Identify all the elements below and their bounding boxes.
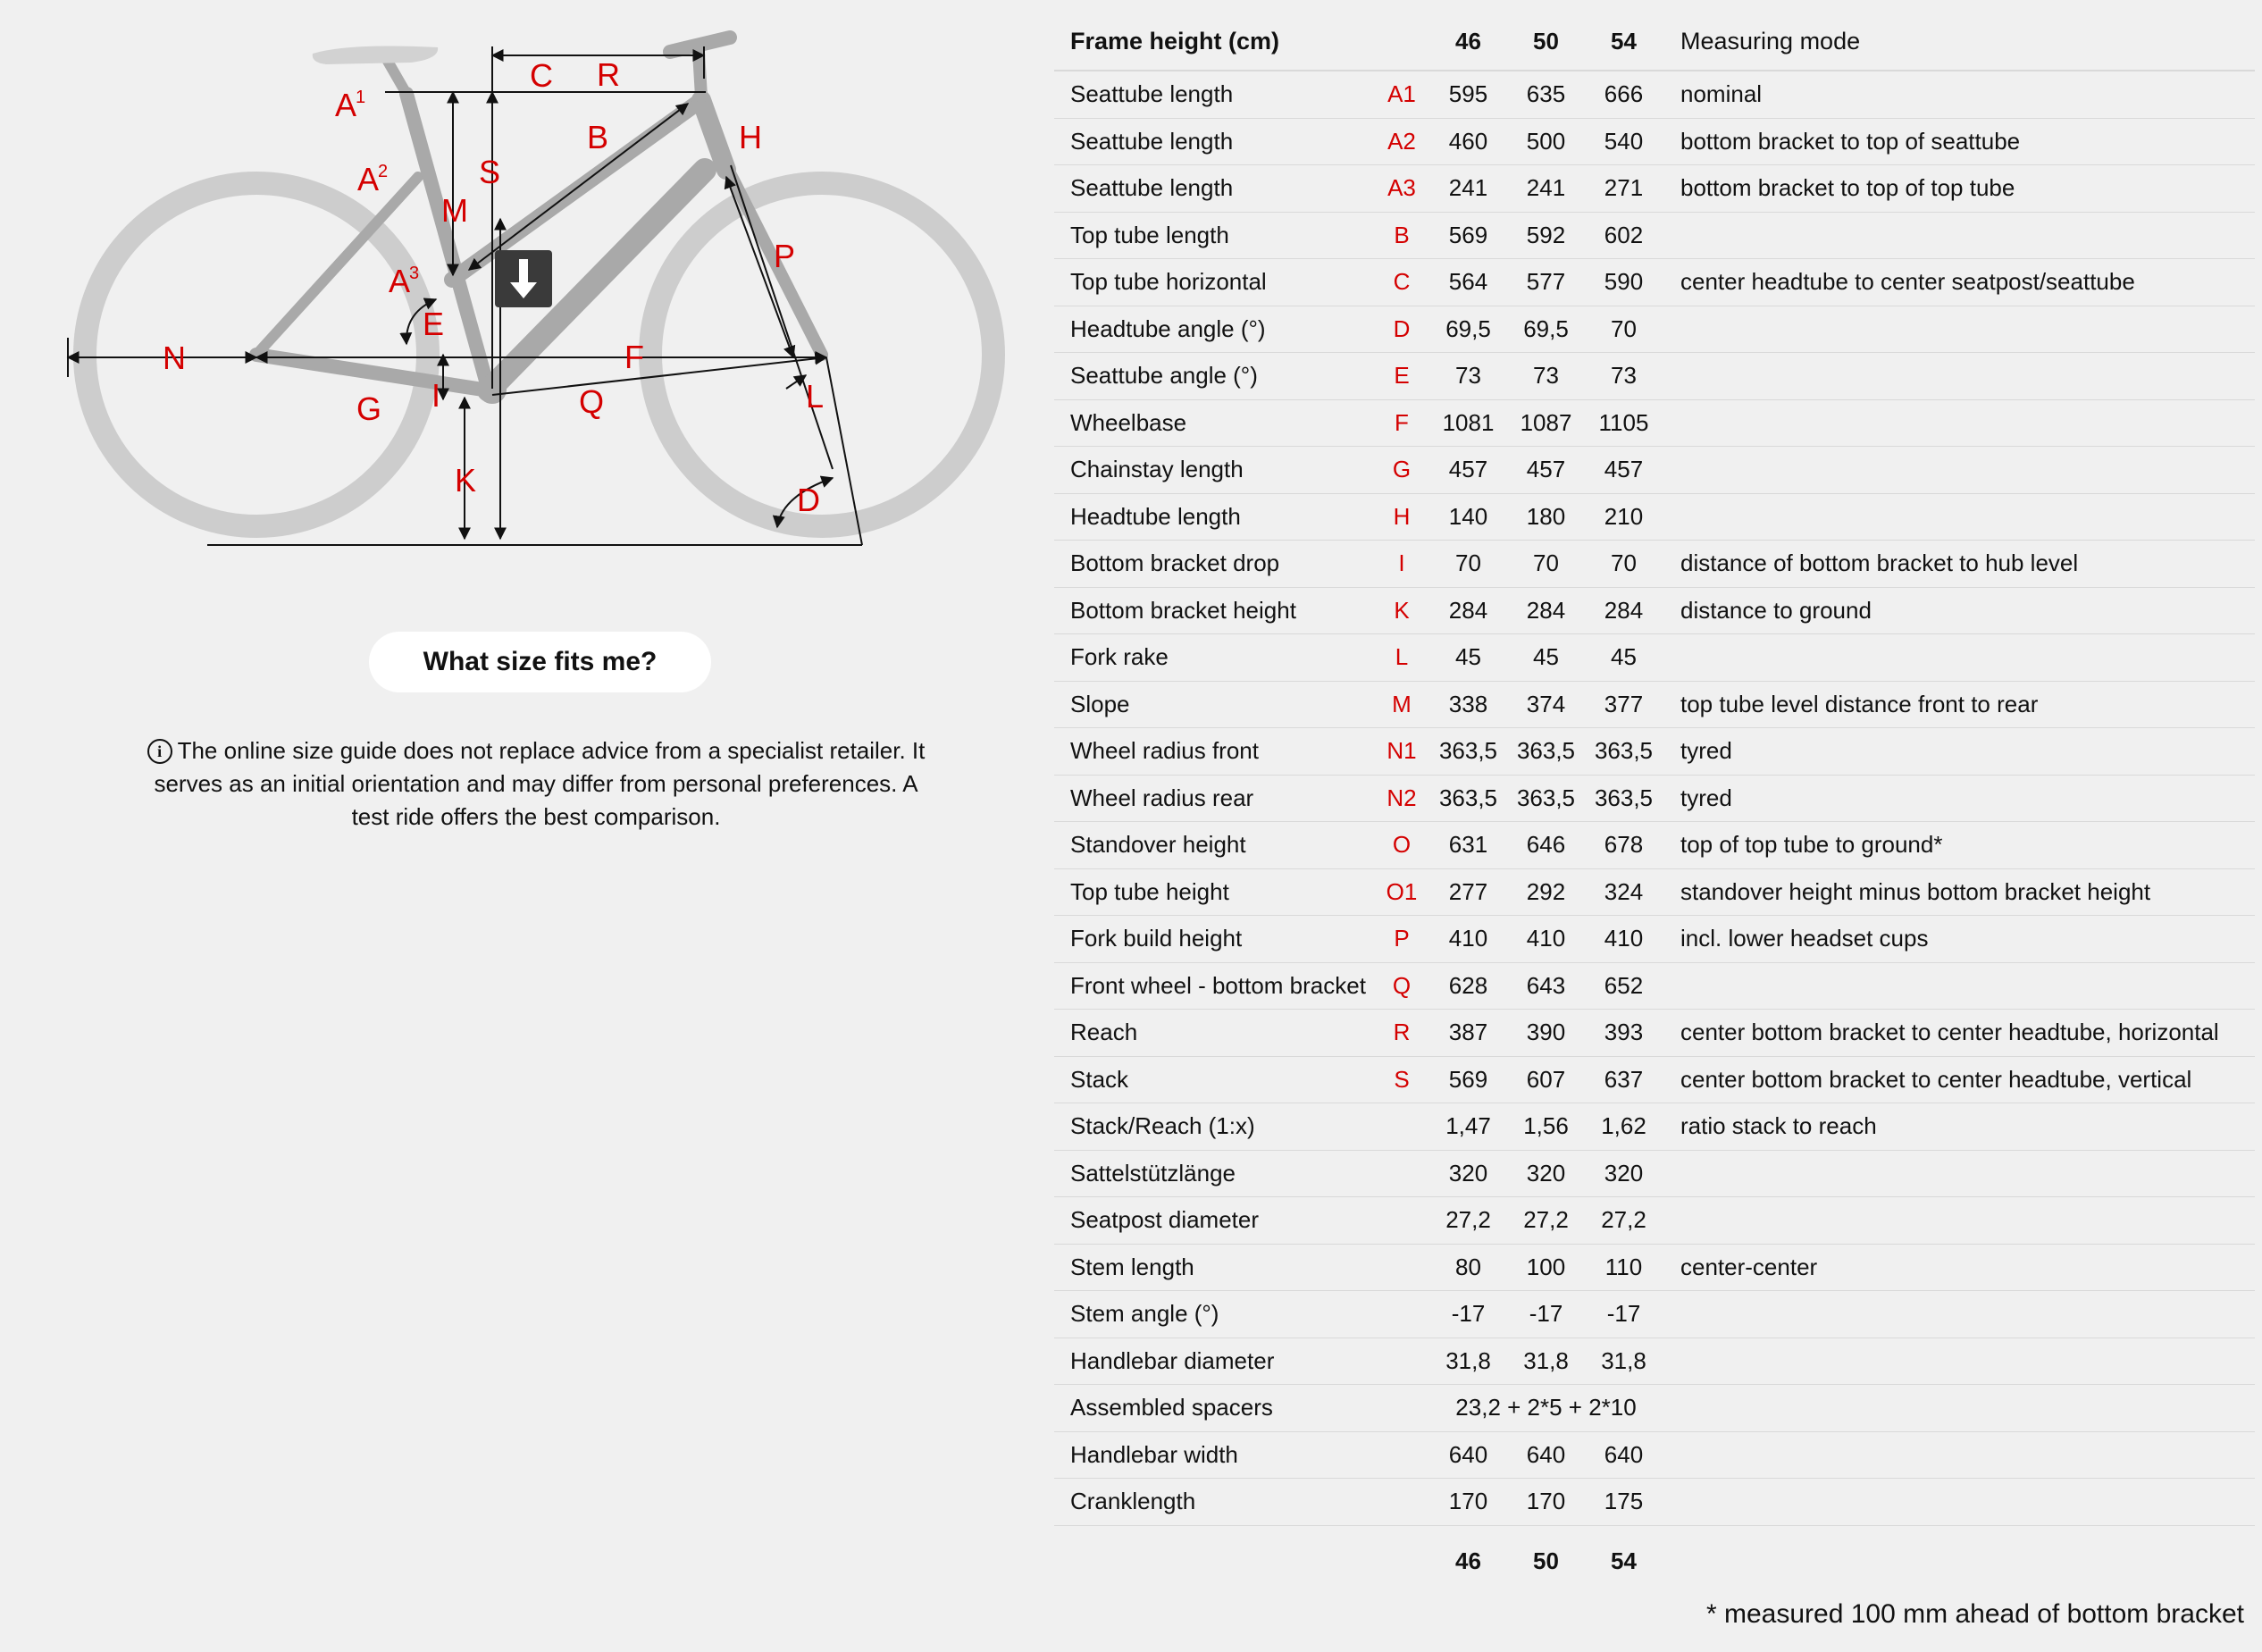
header-frame-height: Frame height (cm) xyxy=(1054,13,1374,71)
row-name: Slope xyxy=(1054,681,1374,728)
row-code: F xyxy=(1374,399,1429,447)
row-value-50: 284 xyxy=(1507,587,1585,634)
row-value-50: 607 xyxy=(1507,1056,1585,1103)
label-e: E xyxy=(423,306,445,342)
row-code: I xyxy=(1374,541,1429,588)
row-value-50: 320 xyxy=(1507,1150,1585,1197)
row-name: Chainstay length xyxy=(1054,447,1374,494)
row-name: Stack xyxy=(1054,1056,1374,1103)
row-value-46: 1081 xyxy=(1429,399,1507,447)
row-value-46: 170 xyxy=(1429,1479,1507,1526)
bike-geometry-diagram xyxy=(54,18,1045,572)
table-row xyxy=(1054,962,2255,1010)
row-value-46: 320 xyxy=(1429,1150,1507,1197)
row-value-50: 1,56 xyxy=(1507,1103,1585,1151)
label-k: K xyxy=(455,462,477,499)
row-code xyxy=(1374,1291,1429,1338)
row-measuring-mode xyxy=(1663,1197,2255,1245)
row-value-50: 100 xyxy=(1507,1244,1585,1291)
row-name: Bottom bracket height xyxy=(1054,587,1374,634)
row-measuring-mode xyxy=(1663,493,2255,541)
row-value-54: 637 xyxy=(1585,1056,1663,1103)
table-row xyxy=(1054,681,2255,728)
table-row xyxy=(1054,306,2255,353)
row-value-50: 27,2 xyxy=(1507,1197,1585,1245)
row-value-54: 73 xyxy=(1585,353,1663,400)
row-value-46: 73 xyxy=(1429,353,1507,400)
row-code xyxy=(1374,1103,1429,1151)
row-value-50: 31,8 xyxy=(1507,1338,1585,1385)
row-value-54: 324 xyxy=(1585,868,1663,916)
row-name: Wheel radius front xyxy=(1054,728,1374,776)
header-size-54: 54 xyxy=(1585,13,1663,71)
row-name: Cranklength xyxy=(1054,1479,1374,1526)
row-name: Seattube angle (°) xyxy=(1054,353,1374,400)
row-value-54: 284 xyxy=(1585,587,1663,634)
row-value-46: 363,5 xyxy=(1429,728,1507,776)
label-a3: A xyxy=(389,263,411,299)
row-name: Seatpost diameter xyxy=(1054,1197,1374,1245)
row-value-50: 70 xyxy=(1507,541,1585,588)
row-name: Seattube length xyxy=(1054,71,1374,118)
row-value-54: 70 xyxy=(1585,541,1663,588)
row-value-46: 140 xyxy=(1429,493,1507,541)
row-name: Bottom bracket drop xyxy=(1054,541,1374,588)
table-row xyxy=(1054,447,2255,494)
row-name: Handlebar width xyxy=(1054,1431,1374,1479)
row-measuring-mode: bottom bracket to top of seattube xyxy=(1663,118,2255,165)
row-value-54: 363,5 xyxy=(1585,728,1663,776)
row-code: N1 xyxy=(1374,728,1429,776)
row-measuring-mode: incl. lower headset cups xyxy=(1663,916,2255,963)
row-value-50: 635 xyxy=(1507,71,1585,118)
row-value-50: 363,5 xyxy=(1507,775,1585,822)
table-row xyxy=(1054,165,2255,213)
row-name: Seattube length xyxy=(1054,165,1374,213)
row-value-50: 241 xyxy=(1507,165,1585,213)
row-measuring-mode: distance to ground xyxy=(1663,587,2255,634)
row-name: Stem length xyxy=(1054,1244,1374,1291)
row-value-50: 643 xyxy=(1507,962,1585,1010)
row-name: Fork rake xyxy=(1054,634,1374,682)
row-code xyxy=(1374,1338,1429,1385)
row-name: Headtube length xyxy=(1054,493,1374,541)
row-value-46: 628 xyxy=(1429,962,1507,1010)
row-value-46: 564 xyxy=(1429,259,1507,306)
row-value-50: 45 xyxy=(1507,634,1585,682)
label-a3-superscript: 3 xyxy=(409,264,420,283)
label-p: P xyxy=(774,238,796,274)
row-code: O1 xyxy=(1374,868,1429,916)
row-measuring-mode: ratio stack to reach xyxy=(1663,1103,2255,1151)
row-value-46: 45 xyxy=(1429,634,1507,682)
table-row xyxy=(1054,353,2255,400)
table-row xyxy=(1054,728,2255,776)
label-a1: A xyxy=(335,87,357,123)
row-value-span: 23,2 + 2*5 + 2*10 xyxy=(1429,1385,1663,1432)
row-code: H xyxy=(1374,493,1429,541)
row-code: G xyxy=(1374,447,1429,494)
row-value-54: 590 xyxy=(1585,259,1663,306)
row-name: Standover height xyxy=(1054,822,1374,869)
row-value-54: 320 xyxy=(1585,1150,1663,1197)
label-b: B xyxy=(587,119,609,155)
row-name: Stack/Reach (1:x) xyxy=(1054,1103,1374,1151)
row-value-50: 457 xyxy=(1507,447,1585,494)
row-value-50: 390 xyxy=(1507,1010,1585,1057)
row-value-46: 69,5 xyxy=(1429,306,1507,353)
row-code xyxy=(1374,1197,1429,1245)
row-value-50: 1087 xyxy=(1507,399,1585,447)
row-measuring-mode: nominal xyxy=(1663,71,2255,118)
row-value-50: 640 xyxy=(1507,1431,1585,1479)
row-value-54: 363,5 xyxy=(1585,775,1663,822)
row-code xyxy=(1374,1385,1429,1432)
table-row xyxy=(1054,212,2255,259)
row-measuring-mode: top of top tube to ground* xyxy=(1663,822,2255,869)
row-value-54: 640 xyxy=(1585,1431,1663,1479)
row-value-50: 363,5 xyxy=(1507,728,1585,776)
row-measuring-mode xyxy=(1663,1431,2255,1479)
row-value-50: 592 xyxy=(1507,212,1585,259)
row-measuring-mode: center bottom bracket to center headtube, vertical xyxy=(1663,1056,2255,1103)
row-value-50: 374 xyxy=(1507,681,1585,728)
row-code xyxy=(1374,1244,1429,1291)
table-row xyxy=(1054,1338,2255,1385)
row-value-46: 569 xyxy=(1429,1056,1507,1103)
label-h: H xyxy=(739,119,762,155)
row-name: Reach xyxy=(1054,1010,1374,1057)
table-row xyxy=(1054,399,2255,447)
row-value-54: 110 xyxy=(1585,1244,1663,1291)
label-d: D xyxy=(797,482,820,518)
row-value-46: 70 xyxy=(1429,541,1507,588)
row-code: L xyxy=(1374,634,1429,682)
label-c: C xyxy=(530,57,553,94)
table-row xyxy=(1054,1103,2255,1151)
row-code xyxy=(1374,1479,1429,1526)
label-a1-superscript: 1 xyxy=(356,88,366,107)
row-measuring-mode: distance of bottom bracket to hub level xyxy=(1663,541,2255,588)
row-value-46: 241 xyxy=(1429,165,1507,213)
row-value-46: 277 xyxy=(1429,868,1507,916)
row-code: A2 xyxy=(1374,118,1429,165)
row-value-46: 284 xyxy=(1429,587,1507,634)
row-value-54: 70 xyxy=(1585,306,1663,353)
table-row xyxy=(1054,868,2255,916)
row-code: S xyxy=(1374,1056,1429,1103)
row-value-50: 180 xyxy=(1507,493,1585,541)
row-name: Front wheel - bottom bracket xyxy=(1054,962,1374,1010)
table-footer-row xyxy=(1054,1525,2255,1597)
row-measuring-mode: top tube level distance front to rear xyxy=(1663,681,2255,728)
table-row xyxy=(1054,1150,2255,1197)
row-code: K xyxy=(1374,587,1429,634)
row-measuring-mode: standover height minus bottom bracket height xyxy=(1663,868,2255,916)
label-l: L xyxy=(806,378,825,415)
row-code: O xyxy=(1374,822,1429,869)
row-code: P xyxy=(1374,916,1429,963)
label-s: S xyxy=(479,154,501,190)
row-measuring-mode xyxy=(1663,1338,2255,1385)
row-name: Seattube length xyxy=(1054,118,1374,165)
row-measuring-mode xyxy=(1663,1150,2255,1197)
row-value-46: 27,2 xyxy=(1429,1197,1507,1245)
row-value-46: 363,5 xyxy=(1429,775,1507,822)
table-row xyxy=(1054,1010,2255,1057)
row-value-54: 652 xyxy=(1585,962,1663,1010)
label-m: M xyxy=(441,192,468,229)
table-row xyxy=(1054,1385,2255,1432)
row-value-54: 31,8 xyxy=(1585,1338,1663,1385)
table-row xyxy=(1054,1056,2255,1103)
row-measuring-mode xyxy=(1663,634,2255,682)
row-value-54: 666 xyxy=(1585,71,1663,118)
label-a2: A xyxy=(357,161,380,197)
row-measuring-mode xyxy=(1663,1479,2255,1526)
row-measuring-mode xyxy=(1663,353,2255,400)
table-row xyxy=(1054,822,2255,869)
label-g: G xyxy=(356,390,382,427)
row-code: M xyxy=(1374,681,1429,728)
row-value-46: 31,8 xyxy=(1429,1338,1507,1385)
row-value-54: 1,62 xyxy=(1585,1103,1663,1151)
row-measuring-mode: center headtube to center seatpost/seattube xyxy=(1663,259,2255,306)
table-row xyxy=(1054,775,2255,822)
label-f: F xyxy=(624,339,644,375)
header-size-50: 50 xyxy=(1507,13,1585,71)
header-size-46: 46 xyxy=(1429,13,1507,71)
row-value-54: 377 xyxy=(1585,681,1663,728)
row-value-50: 577 xyxy=(1507,259,1585,306)
row-code: D xyxy=(1374,306,1429,353)
row-name: Wheelbase xyxy=(1054,399,1374,447)
table-row xyxy=(1054,1197,2255,1245)
table-row xyxy=(1054,916,2255,963)
row-value-46: 595 xyxy=(1429,71,1507,118)
row-value-50: 500 xyxy=(1507,118,1585,165)
row-value-54: 210 xyxy=(1585,493,1663,541)
row-code xyxy=(1374,1431,1429,1479)
row-name: Assembled spacers xyxy=(1054,1385,1374,1432)
row-name: Stem angle (°) xyxy=(1054,1291,1374,1338)
row-value-54: 540 xyxy=(1585,118,1663,165)
row-value-46: 80 xyxy=(1429,1244,1507,1291)
label-q: Q xyxy=(579,383,605,420)
header-measuring-mode: Measuring mode xyxy=(1663,13,2255,71)
row-value-50: 170 xyxy=(1507,1479,1585,1526)
row-code: Q xyxy=(1374,962,1429,1010)
row-value-46: 457 xyxy=(1429,447,1507,494)
row-value-46: 640 xyxy=(1429,1431,1507,1479)
row-code: B xyxy=(1374,212,1429,259)
table-row xyxy=(1054,71,2255,118)
table-row xyxy=(1054,259,2255,306)
row-name: Handlebar diameter xyxy=(1054,1338,1374,1385)
row-value-46: 410 xyxy=(1429,916,1507,963)
row-name: Sattelstützlänge xyxy=(1054,1150,1374,1197)
geometry-table xyxy=(1054,13,2255,1597)
table-row xyxy=(1054,634,2255,682)
label-n: N xyxy=(163,340,186,376)
row-value-46: 569 xyxy=(1429,212,1507,259)
row-value-54: 271 xyxy=(1585,165,1663,213)
row-value-54: 678 xyxy=(1585,822,1663,869)
row-value-50: 73 xyxy=(1507,353,1585,400)
info-icon: i xyxy=(147,739,172,764)
footer-size-46: 46 xyxy=(1455,1547,1481,1574)
table-row xyxy=(1054,587,2255,634)
row-code: N2 xyxy=(1374,775,1429,822)
row-value-54: 27,2 xyxy=(1585,1197,1663,1245)
row-value-50: 69,5 xyxy=(1507,306,1585,353)
row-value-54: 1105 xyxy=(1585,399,1663,447)
row-value-50: 292 xyxy=(1507,868,1585,916)
row-value-50: -17 xyxy=(1507,1291,1585,1338)
row-measuring-mode xyxy=(1663,962,2255,1010)
row-name: Headtube angle (°) xyxy=(1054,306,1374,353)
row-measuring-mode xyxy=(1663,212,2255,259)
label-r: R xyxy=(597,56,620,93)
row-value-50: 646 xyxy=(1507,822,1585,869)
row-measuring-mode: center-center xyxy=(1663,1244,2255,1291)
row-value-46: 387 xyxy=(1429,1010,1507,1057)
row-value-46: 338 xyxy=(1429,681,1507,728)
row-name: Top tube length xyxy=(1054,212,1374,259)
footer-size-54: 54 xyxy=(1611,1547,1637,1574)
what-size-fits-me-button[interactable]: What size fits me? xyxy=(369,632,711,692)
row-value-54: 602 xyxy=(1585,212,1663,259)
row-value-54: 175 xyxy=(1585,1479,1663,1526)
label-i: I xyxy=(431,377,441,414)
row-measuring-mode: tyred xyxy=(1663,728,2255,776)
row-value-54: 393 xyxy=(1585,1010,1663,1057)
row-measuring-mode: tyred xyxy=(1663,775,2255,822)
row-measuring-mode xyxy=(1663,399,2255,447)
table-row xyxy=(1054,1291,2255,1338)
table-row xyxy=(1054,541,2255,588)
disclaimer xyxy=(134,734,938,834)
table-row xyxy=(1054,118,2255,165)
row-value-46: 631 xyxy=(1429,822,1507,869)
row-name: Top tube horizontal xyxy=(1054,259,1374,306)
row-measuring-mode: bottom bracket to top of top tube xyxy=(1663,165,2255,213)
row-measuring-mode xyxy=(1663,1385,2255,1432)
row-code xyxy=(1374,1150,1429,1197)
row-name: Top tube height xyxy=(1054,868,1374,916)
row-measuring-mode xyxy=(1663,306,2255,353)
row-value-46: 460 xyxy=(1429,118,1507,165)
row-code: A1 xyxy=(1374,71,1429,118)
table-row xyxy=(1054,1244,2255,1291)
row-measuring-mode xyxy=(1663,447,2255,494)
disclaimer-text: The online size guide does not replace advice from a specialist retailer. It serves as an initial orientation and may differ from personal preferences. A test ride offers the best comparison. xyxy=(154,737,926,830)
footer-size-50: 50 xyxy=(1533,1547,1559,1574)
saddle xyxy=(313,46,438,64)
row-value-46: 1,47 xyxy=(1429,1103,1507,1151)
footnote: * measured 100 mm ahead of bottom bracket xyxy=(1706,1599,2244,1629)
row-value-50: 410 xyxy=(1507,916,1585,963)
row-code: C xyxy=(1374,259,1429,306)
row-measuring-mode: center bottom bracket to center headtube, horizontal xyxy=(1663,1010,2255,1057)
row-measuring-mode xyxy=(1663,1291,2255,1338)
row-value-54: 45 xyxy=(1585,634,1663,682)
label-a2-superscript: 2 xyxy=(378,162,389,181)
table-row xyxy=(1054,493,2255,541)
table-row xyxy=(1054,1431,2255,1479)
table-row xyxy=(1054,1479,2255,1526)
row-value-54: 457 xyxy=(1585,447,1663,494)
row-value-54: -17 xyxy=(1585,1291,1663,1338)
row-name: Fork build height xyxy=(1054,916,1374,963)
row-code: A3 xyxy=(1374,165,1429,213)
row-value-54: 410 xyxy=(1585,916,1663,963)
row-name: Wheel radius rear xyxy=(1054,775,1374,822)
row-code: E xyxy=(1374,353,1429,400)
row-code: R xyxy=(1374,1010,1429,1057)
table-header-row xyxy=(1054,13,2255,71)
row-value-46: -17 xyxy=(1429,1291,1507,1338)
